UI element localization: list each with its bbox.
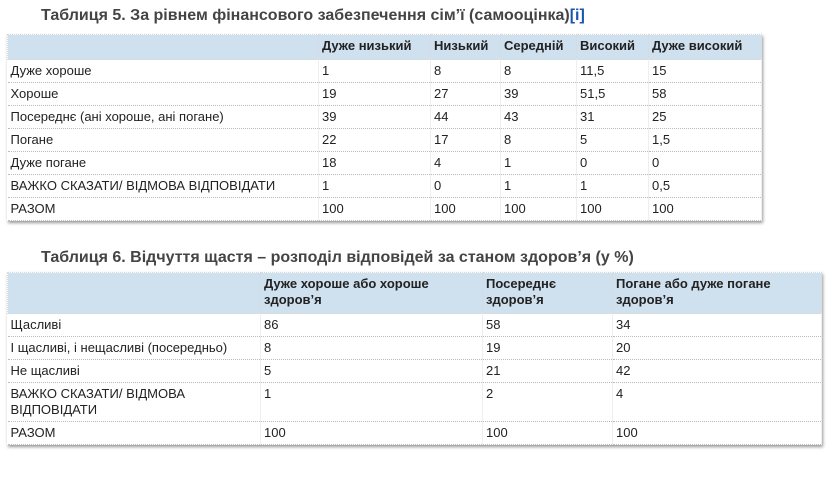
table-cell: 8 — [501, 129, 577, 152]
table-cell: 2 — [483, 383, 613, 422]
row-label: Дуже хороше — [8, 60, 319, 83]
table-cell: 86 — [261, 314, 483, 337]
table-cell: 100 — [613, 422, 822, 445]
table-row — [8, 152, 762, 175]
row-label: Хороше — [8, 83, 319, 106]
table-cell: 58 — [649, 83, 762, 106]
table-cell: 100 — [577, 198, 649, 221]
table5-title-text: Таблиця 5. За рівнем фінансового забезпечення сім’ї (самооцінка) — [41, 7, 570, 24]
row-label: ВАЖКО СКАЗАТИ/ ВІДМОВА ВІДПОВІДАТИ — [8, 383, 261, 422]
row-label: ВАЖКО СКАЗАТИ/ ВІДМОВА ВІДПОВІДАТИ — [8, 175, 319, 198]
table-cell: 51,5 — [577, 83, 649, 106]
table-cell: 1,5 — [649, 129, 762, 152]
table-cell: 100 — [483, 422, 613, 445]
table-cell: 22 — [319, 129, 431, 152]
column-header: Дуже високий — [649, 35, 762, 60]
row-label: І щасливі, і нещасливі (посередньо) — [8, 337, 261, 360]
column-header: Посереднє здоров’я — [483, 273, 613, 314]
row-label: РАЗОМ — [8, 422, 261, 445]
table-cell: 100 — [649, 198, 762, 221]
table-cell: 1 — [577, 175, 649, 198]
table-cell: 25 — [649, 106, 762, 129]
table-row — [8, 175, 762, 198]
table-cell: 43 — [501, 106, 577, 129]
table-row — [8, 422, 822, 445]
table-cell: 11,5 — [577, 60, 649, 83]
table-row — [8, 106, 762, 129]
table-cell: 8 — [261, 337, 483, 360]
table-cell: 0,5 — [649, 175, 762, 198]
table-row — [8, 314, 822, 337]
table-row — [8, 337, 822, 360]
table-cell: 4 — [431, 152, 501, 175]
row-label: Погане — [8, 129, 319, 152]
table6-title: Таблиця 6. Відчуття щастя – розподіл відповідей за станом здоров’я (у %) — [41, 249, 634, 266]
table-cell: 0 — [649, 152, 762, 175]
table-cell: 19 — [319, 83, 431, 106]
table-cell: 42 — [613, 360, 822, 383]
row-label: Посереднє (ані хороше, ані погане) — [8, 106, 319, 129]
table-cell: 0 — [577, 152, 649, 175]
table-row — [8, 129, 762, 152]
table-cell: 44 — [431, 106, 501, 129]
table-cell: 8 — [431, 60, 501, 83]
table-cell: 1 — [501, 175, 577, 198]
table-cell: 27 — [431, 83, 501, 106]
table5 — [7, 34, 762, 221]
table-cell: 100 — [501, 198, 577, 221]
table-cell: 5 — [577, 129, 649, 152]
row-label: Дуже погане — [8, 152, 319, 175]
table-cell: 39 — [501, 83, 577, 106]
column-header: Дуже хороше або хороше здоров’я — [261, 273, 483, 314]
table6 — [7, 272, 822, 445]
table-row — [8, 83, 762, 106]
column-header: Дуже низький — [319, 35, 431, 60]
table-cell: 58 — [483, 314, 613, 337]
table-cell: 18 — [319, 152, 431, 175]
column-header: Середній — [501, 35, 577, 60]
column-header: Високий — [577, 35, 649, 60]
table-cell: 1 — [501, 152, 577, 175]
table-row — [8, 60, 762, 83]
column-header — [8, 35, 319, 60]
table-cell: 8 — [501, 60, 577, 83]
table-cell: 1 — [261, 383, 483, 422]
table-cell: 100 — [261, 422, 483, 445]
column-header: Погане або дуже погане здоров’я — [613, 273, 822, 314]
table-cell: 1 — [319, 60, 431, 83]
row-label: Не щасливі — [8, 360, 261, 383]
column-header: Низький — [431, 35, 501, 60]
table-cell: 100 — [431, 198, 501, 221]
table-cell: 21 — [483, 360, 613, 383]
table-cell: 4 — [613, 383, 822, 422]
table-cell: 34 — [613, 314, 822, 337]
table-cell: 100 — [319, 198, 431, 221]
table-cell: 1 — [319, 175, 431, 198]
table5-title — [41, 7, 585, 25]
column-header — [8, 273, 261, 314]
table-row — [8, 383, 822, 422]
table-cell: 31 — [577, 106, 649, 129]
table-cell: 5 — [261, 360, 483, 383]
row-label: Щасливі — [8, 314, 261, 337]
table-cell: 39 — [319, 106, 431, 129]
table-cell: 15 — [649, 60, 762, 83]
table-cell: 19 — [483, 337, 613, 360]
table-cell: 17 — [431, 129, 501, 152]
table-row — [8, 198, 762, 221]
footnote-link[interactable]: [і] — [569, 7, 585, 24]
table-cell: 0 — [431, 175, 501, 198]
table-cell: 20 — [613, 337, 822, 360]
row-label: РАЗОМ — [8, 198, 319, 221]
table-row — [8, 360, 822, 383]
